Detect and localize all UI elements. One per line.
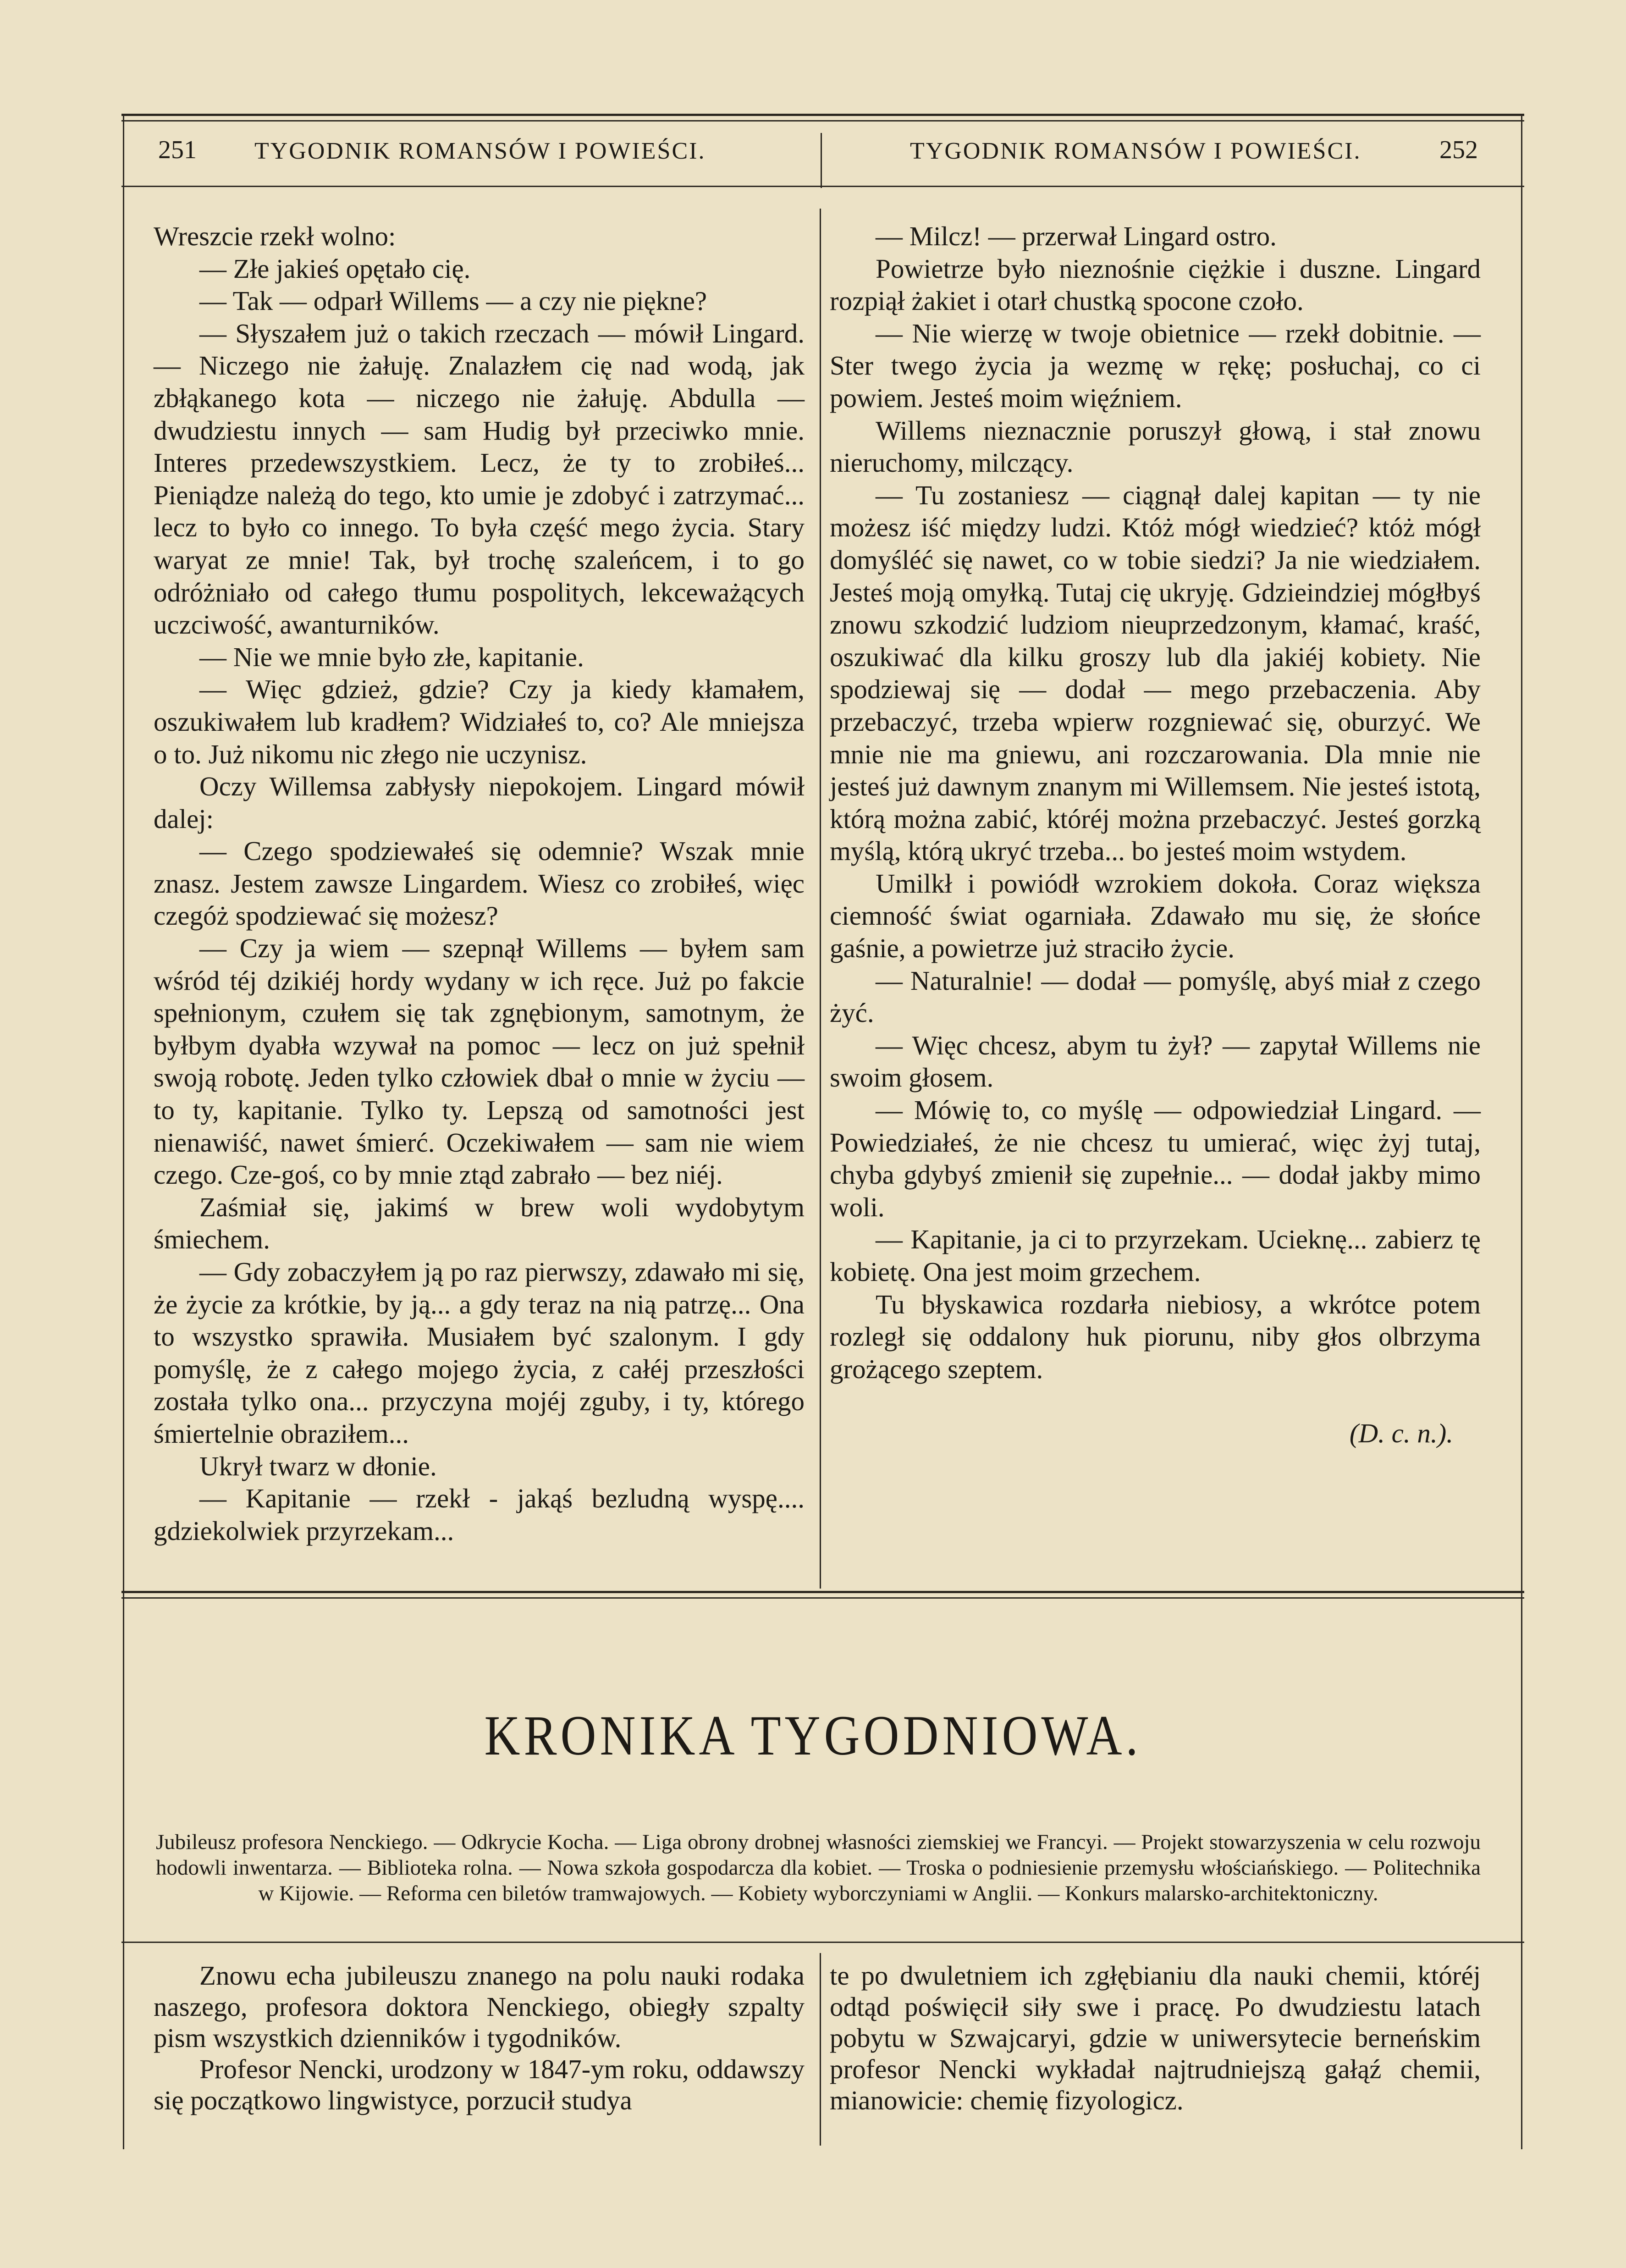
left-page-number: 251	[158, 136, 197, 164]
story-paragraph: — Kapitanie, ja ci to przyrzekam. Ucieknę... zabierz tę kobietę. Ona jest moim grzechem.	[830, 1224, 1481, 1287]
story-paragraph: — Naturalnie! — dodał — pomyślę, abyś miał z czego żyć.	[830, 965, 1481, 1028]
story-paragraph: — Czy ja wiem — szepnął Willems — byłem sam wśród téj dzikiéj hordy wydany w ich ręce. Już po fakcie spełnionym, czułem się tak zgnębionym, samotnym, że byłbym dyabła wzywał na pomoc — lecz on już spełnił swoją robotę. Jeden tylko człowiek dbał o mnie w życiu — to ty, kapitanie. Tylko ty. Lepszą od samotności jest nienawiść, nawet śmierć. Oczekiwałem — sam nie wiem czego. Cze-goś, co by mnie ztąd zabrało — bez niéj.	[154, 933, 805, 1190]
story-paragraph: Ukrył twarz w dłonie.	[199, 1451, 437, 1481]
story-paragraph: — Czego spodziewałeś się odemnie? Wszak mnie znasz. Jestem zawsze Lingardem. Wiesz co zrobiłeś, więc czegóż spodziewać się możesz?	[154, 836, 805, 931]
story-paragraph: Wreszcie rzekł wolno:	[154, 221, 396, 251]
chronicle-summary: Jubileusz profesora Nenckiego. — Odkrycie Kocha. — Liga obrony drobnej własności ziemskiej we Francyi. — Projekt stowarzyszenia w celu rozwoju hodowli inwentarza. — Biblioteka rolna. — Nowa szkoła gospodarcza dla kobiet. — Troska o podniesienie przemysłu włościańskiego. — Politechnika w Kijowie. — Reforma cen biletów tramwajowych. — Kobiety wyborczyniami w Anglii. — Konkurs malarsko-architektoniczny.	[156, 1830, 1481, 1905]
page-right-border	[1521, 114, 1522, 2149]
left-running-title: TYGODNIK ROMANSÓW I POWIEŚCI.	[254, 138, 706, 164]
chronicle-column-divider	[820, 1953, 821, 2146]
story-paragraph: Oczy Willemsa zabłysły niepokojem. Lingard mówił dalej:	[154, 771, 805, 834]
story-paragraph: — Nie wierzę w twoje obietnice — rzekł dobitnie. — Ster twego życia ja wezmę w rękę; posłuchaj, co ci powiem. Jesteś moim więźniem.	[830, 318, 1481, 413]
chronicle-summary-underline	[121, 1942, 1524, 1943]
story-paragraph: — Milcz! — przerwał Lingard ostro.	[876, 221, 1277, 251]
story-left-column	[154, 220, 805, 1547]
chronicle-paragraph: Znowu echa jubileuszu znanego na polu nauki rodaka naszego, profesora doktora Nenckiego, obiegły szpalty pism wszystkich dzienników i tygodników.	[154, 1960, 805, 2053]
story-paragraph: — Kapitanie — rzekł - jakąś bezludną wyspę.... gdziekolwiek przyrzekam...	[154, 1483, 805, 1546]
story-paragraph: — Nie we mnie było złe, kapitanie.	[199, 641, 584, 672]
header-underline	[121, 186, 1524, 187]
story-paragraph: Zaśmiał się, jakimś w brew woli wydobytym śmiechem.	[154, 1192, 805, 1255]
story-paragraph: — Słyszałem już o takich rzeczach — mówił Lingard. — Niczego nie żałuję. Znalazłem cię nad wodą, jak zbłąkanego kota — niczego nie żałuję. Abdulla — dwudziestu innych — sam Hudig był przeciwko mnie. Interes przedewszystkiem. Lecz, że ty to zrobiłeś... Pieniądze należą do tego, kto umie je zdobyć i zatrzymać... lecz to było co innego. To była część mego życia. Stary waryat ze mnie! Tak, był trochę szaleńcem, i to go odróżniało od całego tłumu pospolitych, lekceważących uczciwość, awanturników.	[154, 318, 805, 640]
top-double-rule	[121, 114, 1524, 116]
chronicle-left-column	[154, 1960, 805, 2116]
story-paragraph: — Więc gdzież, gdzie? Czy ja kiedy kłamałem, oszukiwałem lub kradłem? Widziałeś to, co? Ale mniejsza o to. Już nikomu nic złego nie uczynisz.	[154, 674, 805, 769]
story-paragraph: Willems nieznacznie poruszył głową, i stał znowu nieruchomy, milczący.	[830, 415, 1481, 478]
right-page-number: 252	[1439, 136, 1478, 164]
story-paragraph: — Mówię to, co myślę — odpowiedział Lingard. — Powiedziałeś, że nie chcesz tu umierać, więc żyj tutaj, chyba gdybyś zmienił się zupełnie... — dodał jakby mimo woli.	[830, 1095, 1481, 1222]
story-paragraph: — Więc chcesz, abym tu żył? — zapytał Willems nie swoim głosem.	[830, 1030, 1481, 1093]
story-right-column	[830, 220, 1481, 1450]
header-center-divider	[821, 133, 822, 188]
chronicle-title: KRONIKA TYGODNIOWA.	[484, 1705, 1142, 1767]
story-paragraph: Tu błyskawica rozdarła niebiosy, a wkrótce potem rozległ się oddalony huk piorunu, niby głos olbrzyma grożącego szeptem.	[830, 1289, 1481, 1384]
story-column-divider	[820, 209, 821, 1589]
top-double-rule-inner	[121, 120, 1524, 121]
section-separator-rule	[121, 1591, 1524, 1593]
right-running-title: TYGODNIK ROMANSÓW I POWIEŚCI.	[910, 138, 1361, 164]
page-left-border	[123, 114, 124, 2149]
story-paragraph: — Złe jakieś opętało cię.	[199, 253, 471, 284]
chronicle-paragraph: te po dwuletniem ich zgłębianiu dla nauki chemii, któréj odtąd poświęcił siły swe i pracę. Po dwudziestu latach pobytu w Szwajcaryi, gdzie w uniwersytecie berneńskim profesor Nencki wykładał najtrudniejszą gałąź chemii, mianowicie: chemię fizyologicz.	[830, 1960, 1481, 2115]
story-paragraph: Powietrze było nieznośnie ciężkie i duszne. Lingard rozpiął żakiet i otarł chustką spocone czoło.	[830, 253, 1481, 316]
continuation-signature: (D. c. n.).	[1349, 1418, 1453, 1449]
story-paragraph: — Tu zostaniesz — ciągnął dalej kapitan — ty nie możesz iść między ludzi. Któż mógł wiedzieć? któż mógł domyśléć się nawet, co w tobie siedzi? Ja nie wiedziałem. Jesteś moją omyłką. Tutaj cię ukryję. Gdzieindziej mógłbyś znowu szkodzić ludziom nieuprzedzonym, kłamać, kraść, oszukiwać dla kilku groszy lub dla jakiéj kobiety. Nie spodziewaj się — dodał — mego przebaczenia. Aby przebaczyć, trzeba wpierw rozgniewać się, oburzyć. We mnie nie ma gniewu, ani rozczarowania. Dla mnie nie jesteś już dawnym znanym mi Willemsem. Nie jesteś istotą, którą można zabić, któréj można przebaczyć. Jesteś gorzką myślą, którą ukryć trzeba... bo jesteś moim wstydem.	[830, 480, 1481, 866]
story-paragraph: — Gdy zobaczyłem ją po raz pierwszy, zdawało mi się, że życie za krótkie, by ją... a gdy teraz na nią patrzę... Ona to wszystko sprawiła. Musiałem być szalonym. I gdy pomyślę, że z całego mojego życia, z całéj przeszłości została tylko ona... przyczyna mojéj zguby, i ty, którego śmiertelnie obraziłem...	[154, 1257, 805, 1449]
section-separator-rule-inner	[121, 1597, 1524, 1599]
chronicle-right-column	[830, 1960, 1481, 2116]
story-paragraph: — Tak — odparł Willems — a czy nie piękne?	[199, 286, 707, 316]
story-paragraph: Umilkł i powiódł wzrokiem dokoła. Coraz większa ciemność świat ogarniała. Zdawało mu się, że słońce gaśnie, a powietrze już straciło życie.	[830, 868, 1481, 964]
chronicle-paragraph: Profesor Nencki, urodzony w 1847-ym roku, oddawszy się początkowo lingwistyce, porzucił studya	[154, 2054, 805, 2115]
